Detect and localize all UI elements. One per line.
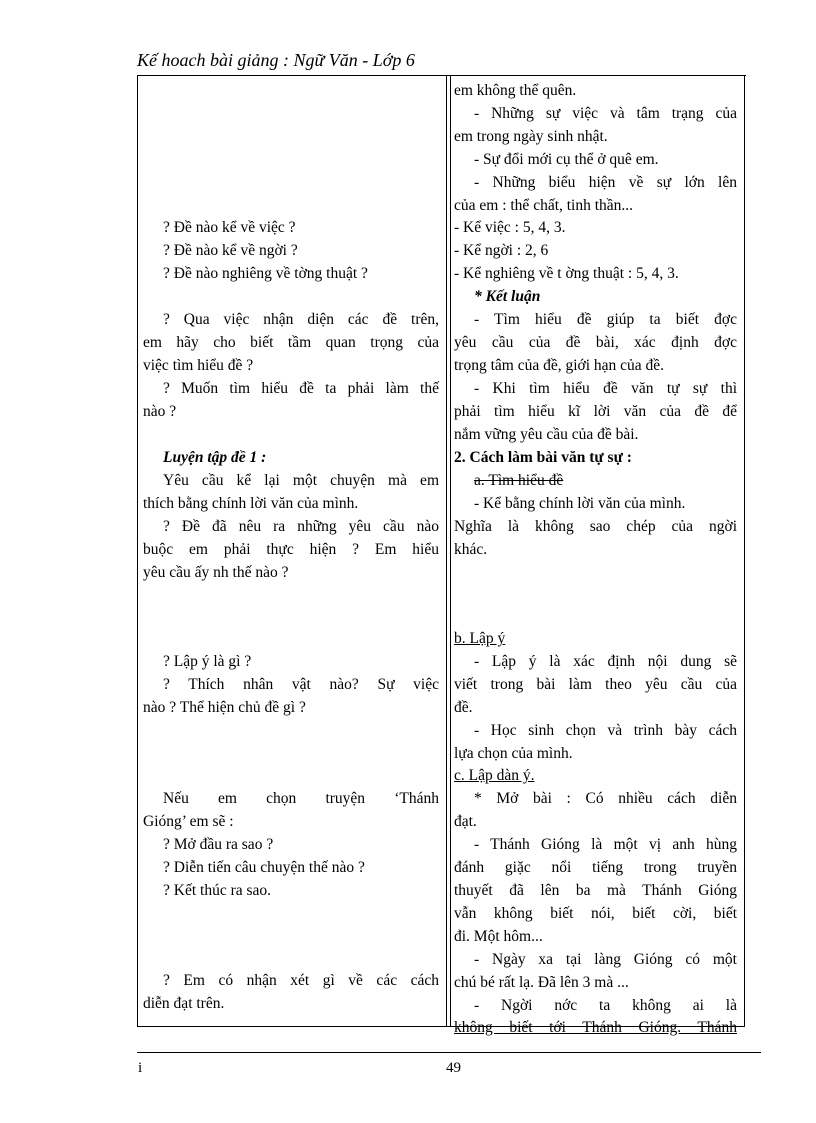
right-line: - Tìm hiểu đề giúp ta biết đợc (474, 311, 737, 328)
right-line: - Kể nghiêng về t ờng thuật : 5, 4, 3. (454, 265, 679, 282)
right-line: trọng tâm của đề, giới hạn của đề. (454, 357, 665, 374)
right-line: - Kể ngời : 2, 6 (454, 242, 549, 259)
right-line: - Sự đổi mới cụ thể ở quê em. (474, 151, 659, 168)
right-line: c. Lập dàn ý. (454, 767, 535, 784)
column-divider-left (446, 76, 447, 1027)
column-divider-right (450, 76, 451, 1027)
left-line: ? Đề nào kể về ngời ? (163, 242, 298, 259)
right-line: b. Lập ý (454, 630, 506, 647)
page-number: 49 (446, 1060, 461, 1076)
left-line: ? Kết thúc ra sao. (163, 882, 272, 899)
header-title: Kế hoach bài giảng : Ngữ Văn - Lớp 6 (137, 50, 415, 70)
right-line: lựa chọn của mình. (454, 745, 573, 762)
right-line: - Lập ý là xác định nội dung sẽ (474, 653, 737, 670)
right-line: * Kết luận (474, 288, 541, 305)
left-line: buộc em phải thực hiện ? Em hiểu (143, 541, 439, 558)
left-line: ? Mở đầu ra sao ? (163, 836, 274, 853)
right-line: 2. Cách làm bài văn tự sự : (454, 449, 632, 466)
right-line: * Mở bài : Có nhiều cách diễn (474, 790, 737, 807)
right-line: đi. Một hôm... (454, 928, 543, 945)
right-line: - Những sự việc và tâm trạng của (474, 105, 737, 122)
right-line: vẫn không biết nói, biết cời, biết (454, 905, 737, 922)
right-line: thuyết đã lên ba mà Thánh Gióng (454, 882, 737, 899)
left-line: thích bằng chính lời văn của mình. (143, 495, 359, 512)
left-line: ? Lập ý là gì ? (163, 653, 252, 670)
right-line: em không thể quên. (454, 82, 577, 99)
right-line: chú bé rất lạ. Đã lên 3 mà ... (454, 974, 629, 991)
right-line: - Những biểu hiện về sự lớn lên (474, 174, 737, 191)
right-line: - Khi tìm hiểu đề văn tự sự thì (474, 380, 737, 397)
right-line: - Kể việc : 5, 4, 3. (454, 219, 566, 236)
right-line: - Thánh Gióng là một vị anh hùng (474, 836, 737, 853)
left-line: ? Em có nhận xét gì về các cách (163, 972, 439, 989)
right-line: viết trong bài làm theo yêu cầu của (454, 676, 737, 693)
right-line: yêu cầu của đề bài, xác định đợc (454, 334, 737, 351)
right-line: nắm vững yêu cầu của đề bài. (454, 426, 639, 443)
left-line: Gióng’ em sẽ : (143, 813, 234, 830)
left-line: Yêu cầu kể lại một chuyện mà em (163, 472, 439, 489)
right-line: của em : thể chất, tinh thần... (454, 197, 634, 214)
left-line: nào ? (143, 403, 177, 420)
left-line: ? Đề nào kể về việc ? (163, 219, 296, 236)
left-line: việc tìm hiểu đề ? (143, 357, 254, 374)
left-line: em hãy cho biết tầm quan trọng của (143, 334, 439, 351)
right-line: khác. (454, 541, 488, 558)
right-line: đánh giặc nổi tiếng trong truyền (454, 859, 737, 876)
left-line: Nếu em chọn truyện ‘Thánh (163, 790, 439, 807)
left-line: ? Muốn tìm hiểu đề ta phải làm thế (163, 380, 439, 397)
right-line: không biết tới Thánh Gióng. Thánh (454, 1019, 737, 1036)
left-line: nào ? Thể hiện chủ đề gì ? (143, 699, 306, 716)
right-line: - Ngày xa tại làng Gióng có một (474, 951, 737, 968)
right-line: - Học sinh chọn và trình bày cách (474, 722, 737, 739)
footer-rule (137, 1052, 761, 1053)
left-line: diễn đạt trên. (143, 995, 225, 1012)
right-line: phải tìm hiểu kĩ lời văn của đề để (454, 403, 737, 420)
right-line: - Kể bằng chính lời văn của mình. (474, 495, 686, 512)
footer-mark: i (138, 1060, 143, 1076)
right-line: Nghĩa là không sao chép của ngời (454, 518, 737, 535)
right-line: a. Tìm hiểu đề (474, 472, 564, 489)
right-line: - Ngời nớc ta không ai là (474, 997, 737, 1014)
left-line: Luyện tập đề 1 : (163, 449, 267, 466)
left-line: yêu cầu ấy nh thế nào ? (143, 564, 289, 581)
left-line: ? Đề nào nghiêng về tờng thuật ? (163, 265, 368, 282)
right-line: em trong ngày sinh nhật. (454, 128, 608, 145)
left-line: ? Thích nhân vật nào? Sự việc (163, 676, 439, 693)
right-line: đề. (454, 699, 473, 716)
left-line: ? Qua việc nhận diện các đề trên, (163, 311, 439, 328)
right-line: đạt. (454, 813, 477, 830)
left-line: ? Đề đã nêu ra những yêu cầu nào (163, 518, 439, 535)
left-line: ? Diễn tiến câu chuyện thế nào ? (163, 859, 365, 876)
